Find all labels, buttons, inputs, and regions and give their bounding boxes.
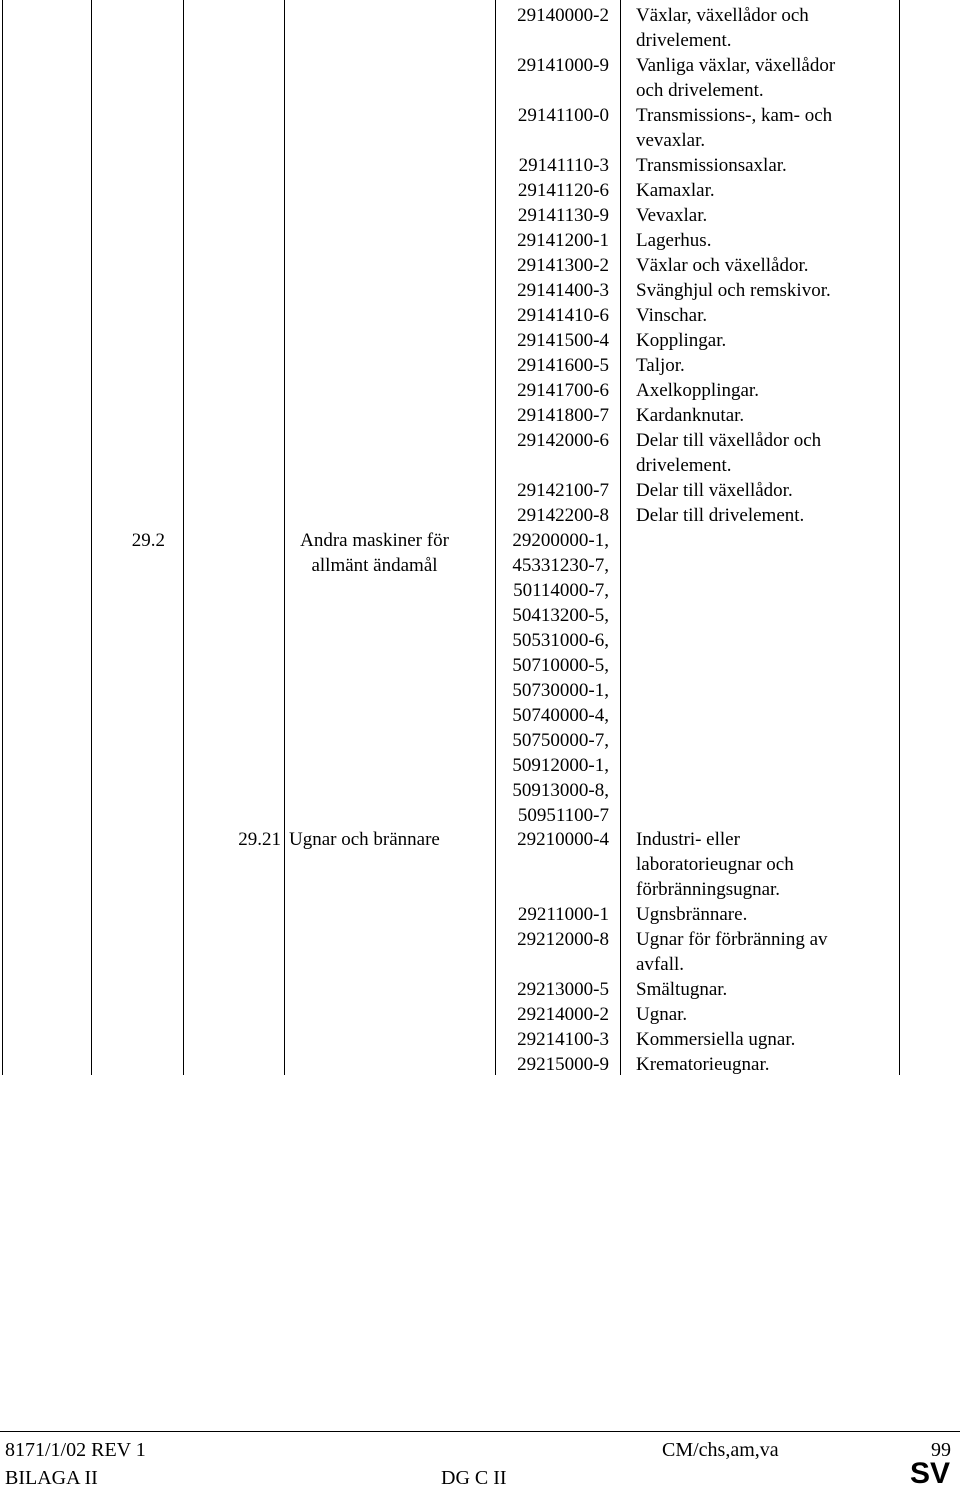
- row-description: Transmissionsaxlar.: [636, 155, 787, 176]
- row-description: Transmissions-, kam- och vevaxlar.: [636, 105, 833, 151]
- row-29-21-code: 29215000-9: [517, 1054, 609, 1075]
- table-column-divider-4: [495, 0, 496, 1075]
- row-code: 29141000-9: [517, 55, 609, 76]
- row-code: 29141130-9: [517, 205, 609, 226]
- row-code: 29141100-0: [517, 105, 609, 126]
- row-29-21-description: Smältugnar.: [636, 979, 728, 1000]
- row-description: Taljor.: [636, 355, 685, 376]
- row-29-21-code: 29213000-5: [517, 979, 609, 1000]
- row-description: Vanliga växlar, växellådor och drivelement.: [636, 55, 836, 101]
- footer-dg: DG C II: [441, 1467, 507, 1489]
- row-code: 29141120-6: [517, 180, 609, 201]
- section-title-29-21: Ugnar och brännare: [289, 829, 440, 850]
- row-29-21-description: Krematorieugnar.: [636, 1054, 770, 1075]
- row-description: Vevaxlar.: [636, 205, 708, 226]
- row-29-21-code: 29211000-1: [517, 904, 609, 925]
- row-description: Växlar och växellådor.: [636, 255, 809, 276]
- footer-authors: CM/chs,am,va: [662, 1439, 779, 1461]
- row-description: Axelkopplingar.: [636, 380, 759, 401]
- row-description: Växlar, växellådor och drivelement.: [636, 5, 809, 51]
- row-description: Kopplingar.: [636, 330, 727, 351]
- footer-rule: [0, 1431, 960, 1432]
- section-number-29-21: 29.21: [238, 829, 281, 850]
- row-29-21-code: 29212000-8: [517, 929, 609, 950]
- row-description: Lagerhus.: [636, 230, 712, 251]
- row-code: 29141600-5: [517, 355, 609, 376]
- row-29-21-description: Industri- eller laboratorieugnar och förbränningsugnar.: [636, 829, 794, 900]
- row-29-21-description: Ugnsbrännare.: [636, 904, 748, 925]
- table-column-divider-5: [620, 0, 621, 1075]
- table-border-right: [899, 0, 900, 1075]
- row-29-21-code: 29214000-2: [517, 1004, 609, 1025]
- row-code: 29141800-7: [517, 405, 609, 426]
- row-29-21-code: 29210000-4: [517, 829, 609, 850]
- table-column-divider-3: [284, 0, 285, 1075]
- table-border-left: [2, 0, 3, 1075]
- footer-doc-ref: 8171/1/02 REV 1: [5, 1439, 146, 1461]
- section-codes-29-2: 29200000-1, 45331230-7, 50114000-7, 50413200-5, 50531000-6, 50710000-5, 50730000-1, 50740000-4, 50750000-7, 50912000-1, 50913000-8, 50951100-7: [512, 530, 609, 826]
- row-code: 29142100-7: [517, 480, 609, 501]
- row-code: 29142000-6: [517, 430, 609, 451]
- row-code: 29141410-6: [517, 305, 609, 326]
- row-code: 29142200-8: [517, 505, 609, 526]
- row-description: Kardanknutar.: [636, 405, 745, 426]
- table-column-divider-1: [91, 0, 92, 1075]
- table-column-divider-2: [183, 0, 184, 1075]
- row-description: Delar till växellådor och drivelement.: [636, 430, 822, 476]
- row-description: Svänghjul och remskivor.: [636, 280, 831, 301]
- row-description: Delar till drivelement.: [636, 505, 805, 526]
- section-number-29-2: 29.2: [131, 530, 165, 551]
- row-29-21-code: 29214100-3: [517, 1029, 609, 1050]
- row-description: Kamaxlar.: [636, 180, 715, 201]
- row-description: Vinschar.: [636, 305, 708, 326]
- row-29-21-description: Ugnar.: [636, 1004, 688, 1025]
- footer-page-number: 99: [931, 1439, 951, 1461]
- row-code: 29141200-1: [517, 230, 609, 251]
- row-code: 29141400-3: [517, 280, 609, 301]
- row-code: 29141500-4: [517, 330, 609, 351]
- row-29-21-description: Ugnar för förbränning av avfall.: [636, 929, 828, 975]
- row-29-21-description: Kommersiella ugnar.: [636, 1029, 796, 1050]
- section-title-29-2: Andra maskiner för allmänt ändamål: [300, 530, 449, 576]
- row-description: Delar till växellådor.: [636, 480, 793, 501]
- row-code: 29141300-2: [517, 255, 609, 276]
- footer-language: SV: [910, 1457, 951, 1490]
- row-code: 29140000-2: [517, 5, 609, 26]
- row-code: 29141700-6: [517, 380, 609, 401]
- footer-annex: BILAGA II: [5, 1467, 98, 1489]
- row-code: 29141110-3: [518, 155, 609, 176]
